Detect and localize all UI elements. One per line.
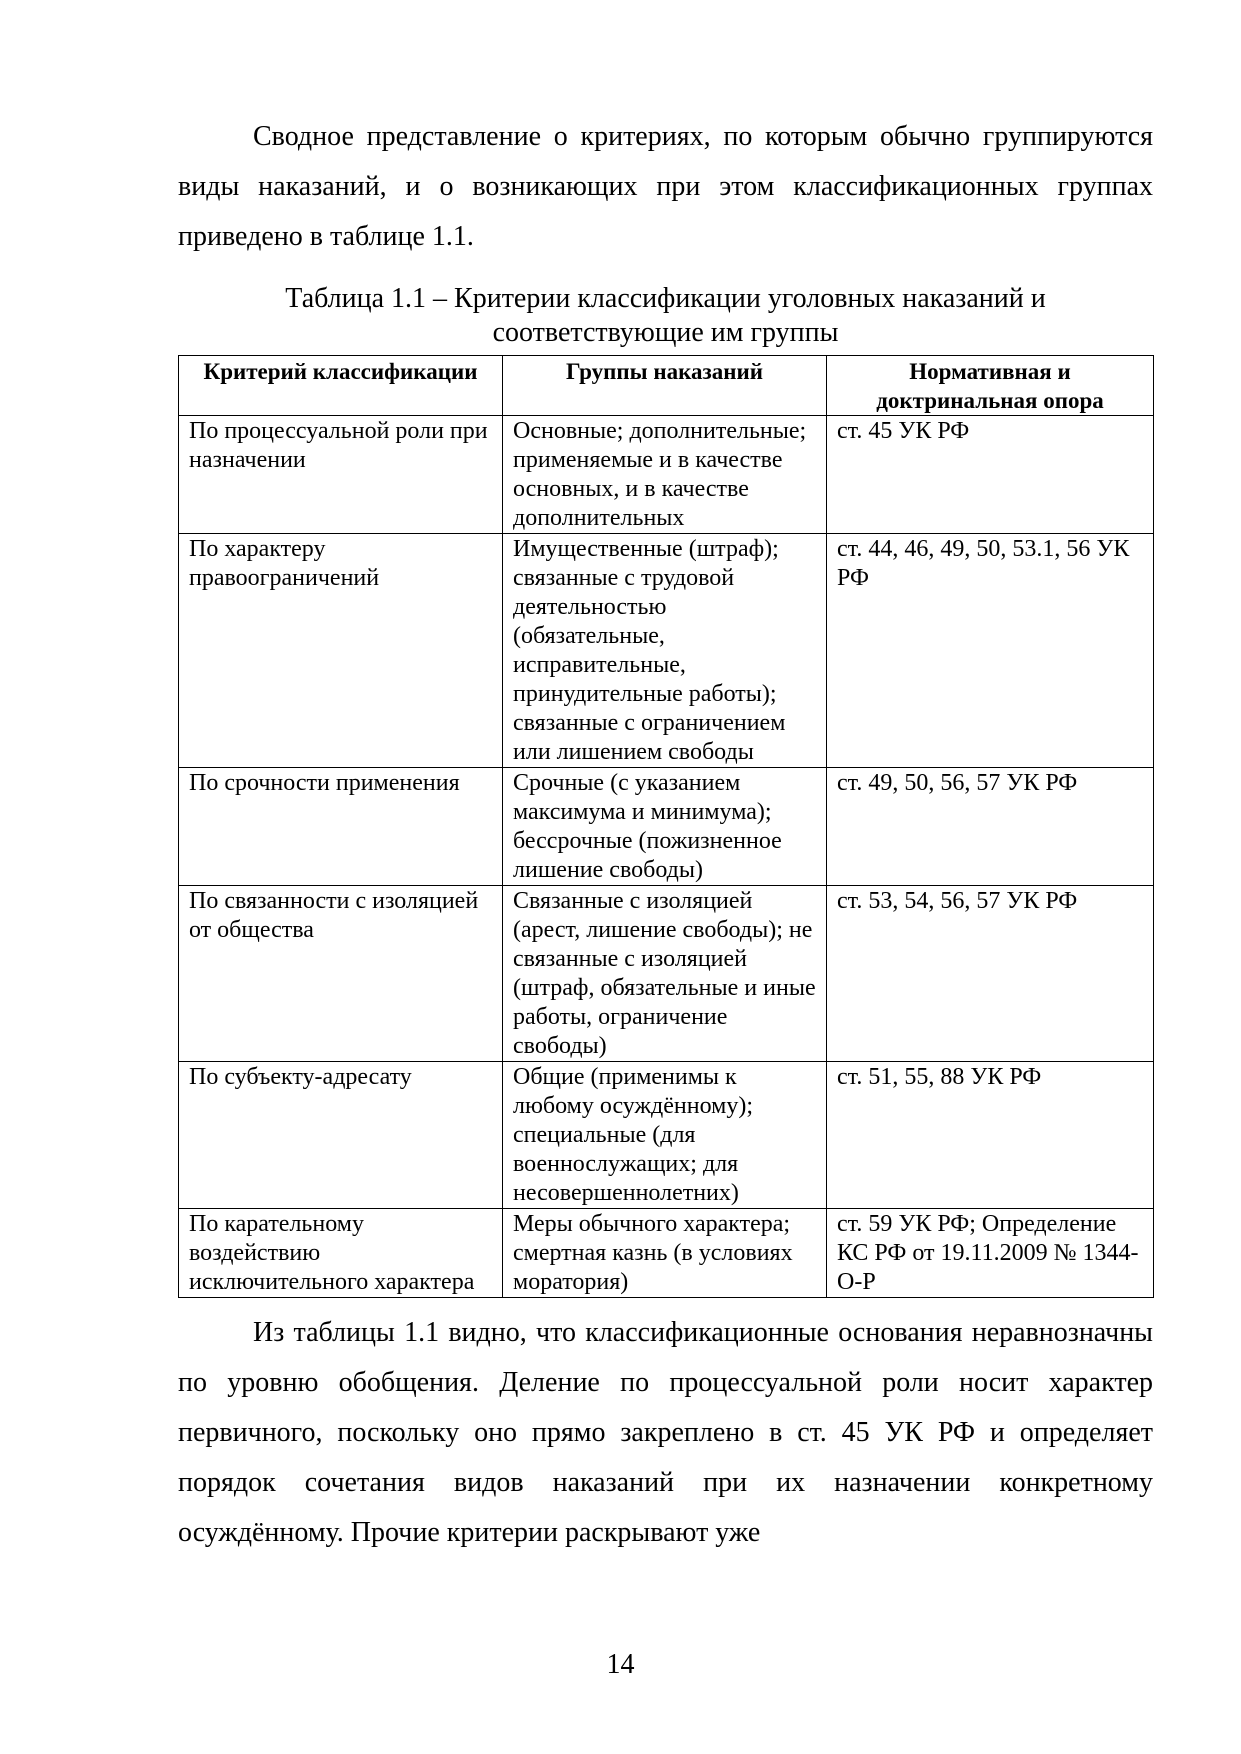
cell-groups: Связанные с изоляцией (арест, лишение свободы); не связанные с изоляцией (штраф, обязательные и иные работы, ограничение свободы) <box>503 886 827 1062</box>
classification-table <box>178 355 1154 1298</box>
cell-groups: Меры обычного характера; смертная казнь (в условиях моратория) <box>503 1209 827 1298</box>
cell-basis: ст. 49, 50, 56, 57 УК РФ <box>827 768 1154 886</box>
cell-basis: ст. 45 УК РФ <box>827 416 1154 534</box>
table-row <box>179 768 1154 886</box>
table-row <box>179 416 1154 534</box>
intro-paragraph: Сводное представление о критериях, по которым обычно группируются виды наказаний, и о возникающих при этом классификационных группах приведено в таблице 1.1. <box>178 121 1153 252</box>
cell-criterion: По процессуальной роли при назначении <box>179 416 503 534</box>
cell-groups: Общие (применимы к любому осуждённому); специальные (для военнослужащих; для несовершеннолетних) <box>503 1062 827 1209</box>
cell-groups: Основные; дополнительные; применяемые и в качестве основных, и в качестве дополнительных <box>503 416 827 534</box>
table-row <box>179 534 1154 768</box>
cell-groups: Срочные (с указанием максимума и минимума); бессрочные (пожизненное лишение свободы) <box>503 768 827 886</box>
page-number: 14 <box>606 1649 635 1680</box>
cell-criterion: По субъекту-адресату <box>179 1062 503 1209</box>
cell-basis: ст. 59 УК РФ; Определение КС РФ от 19.11.2009 № 1344-О-Р <box>827 1209 1154 1298</box>
cell-criterion: По характеру правоограничений <box>179 534 503 768</box>
cell-basis: ст. 53, 54, 56, 57 УК РФ <box>827 886 1154 1062</box>
cell-criterion: По карательному воздействию исключительного характера <box>179 1209 503 1298</box>
outro-paragraph: Из таблицы 1.1 видно, что классификационные основания неравнозначны по уровню обобщения. Деление по процессуальной роли носит характер первичного, поскольку оно прямо закреплено в ст. 45 УК РФ и определяет порядок сочетания видов наказаний при их назначении конкретному осуждённому. Прочие критерии раскрывают уже <box>178 1317 1153 1548</box>
header-basis: Нормативная и доктринальная опора <box>827 356 1154 416</box>
table-caption-line-1: Таблица 1.1 – Критерии классификации уголовных наказаний и <box>285 283 1046 314</box>
cell-groups: Имущественные (штраф); связанные с трудовой деятельностью (обязательные, исправительные, принудительные работы); связанные с ограничением или лишением свободы <box>503 534 827 768</box>
table-row <box>179 886 1154 1062</box>
table-caption <box>178 282 1153 350</box>
cell-basis: ст. 51, 55, 88 УК РФ <box>827 1062 1154 1209</box>
table-header-row <box>179 356 1154 416</box>
table-row <box>179 1209 1154 1298</box>
cell-criterion: По связанности с изоляцией от общества <box>179 886 503 1062</box>
header-criterion: Критерий классификации <box>179 356 503 416</box>
header-groups: Группы наказаний <box>503 356 827 416</box>
cell-criterion: По срочности применения <box>179 768 503 886</box>
table-caption-line-2: соответствующие им группы <box>492 317 839 348</box>
cell-basis: ст. 44, 46, 49, 50, 53.1, 56 УК РФ <box>827 534 1154 768</box>
table-row <box>179 1062 1154 1209</box>
